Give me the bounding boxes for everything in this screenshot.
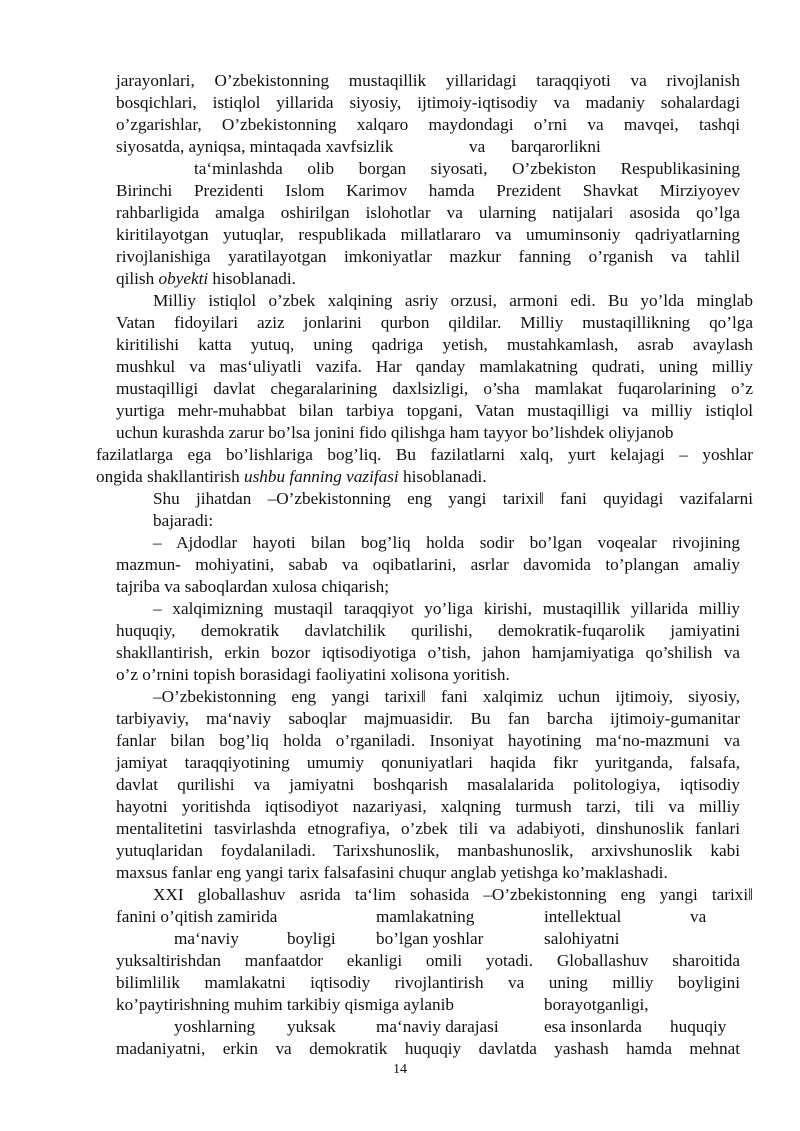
- text-line: o’z o’rnini topish borasidagi faoliyatini xolisona yoritish.: [116, 665, 510, 684]
- text-line: XXI globallashuv asrida ta‘lim sohasida –O’zbekistonning eng yangi tarixi‖: [153, 885, 753, 904]
- text-line: kiritilishi katta yutuq, uning qadriga yetish, mustahkamlash, asrab avaylash: [116, 335, 753, 354]
- text-line: rahbarligida amalga oshirilgan islohotlar va ularning natijalari asosida qo’lga: [116, 203, 740, 222]
- text-line: Milliy istiqlol o’zbek xalqining asriy orzusi, armoni edi. Bu yo’lda minglab: [153, 291, 753, 310]
- text-fragment: borayotganligi,: [544, 995, 649, 1014]
- text-line: jamiyat taraqqiyotining umumiy qonuniyatlari haqida fikr yuritganda, falsafa,: [116, 753, 740, 772]
- text-fragment: barqarorlikni: [511, 137, 601, 156]
- text-fragment: bo’lgan yoshlar: [376, 929, 484, 948]
- text-fragment: ongida shakllantirish: [96, 467, 240, 486]
- text-fragment: huquqiy: [670, 1017, 727, 1036]
- text-line: bajaradi:: [153, 511, 214, 530]
- list-item: – Ajdodlar hayoti bilan bog’liq holda sodir bo’lgan voqealar rivojining: [153, 533, 740, 552]
- text-fragment: va: [469, 137, 486, 156]
- text-fragment: fanini o’qitish zamirida: [116, 907, 278, 926]
- text-fragment: yuksak: [287, 1017, 336, 1036]
- text-line: –O’zbekistonning eng yangi tarixi‖ fani xalqimiz uchun ijtimoiy, siyosiy,: [153, 687, 740, 706]
- text-line: rivojlanishiga yaratilayotgan imkoniyatlar mazkur fanning o’rganish va tahlil: [116, 247, 740, 266]
- text-line: ta‘minlashda olib borgan siyosati, O’zbekiston Respublikasining: [194, 159, 740, 178]
- text-line: kiritilayotgan yutuqlar, respublikada millatlararo va umuminsoniy qadriyatlarning: [116, 225, 740, 244]
- text-line: mentalitetini tasvirlashda etnografiya, o’zbek tili va adabiyoti, dinshunoslik fanlari: [116, 819, 740, 838]
- text-line: tajriba va saboqlardan xulosa chiqarish;: [116, 577, 390, 596]
- list-item: – xalqimizning mustaqil taraqqiyot yo’liga kirishi, mustaqillik yillarida milliy: [153, 599, 740, 618]
- text-fragment: mamlakatning: [376, 907, 475, 926]
- text-line: mushkul va mas‘uliyatli vazifa. Har qanday mamlakatning qudrati, uning milliy: [116, 357, 753, 376]
- text-line: uchun kurashda zarur bo’lsa jonini fido qilishga ham tayyor bo’lishdek oliyjanob: [116, 423, 674, 442]
- text-line: tarbiyaviy, ma‘naviy saboqlar majmuasidir. Bu fan barcha ijtimoiy-gumanitar: [116, 709, 740, 728]
- text-fragment: va: [690, 907, 707, 926]
- text-line: fazilatlarga ega bo’lishlariga bog’liq. Bu fazilatlarni xalq, yurt kelajagi – yoshlar: [96, 445, 753, 464]
- text-fragment: qilish: [116, 269, 155, 288]
- text-fragment: ma‘naviy darajasi: [376, 1017, 499, 1036]
- text-fragment: ko’paytirishning muhim tarkibiy qismiga aylanib: [116, 995, 454, 1014]
- text-line: mustaqilligi davlat chegaralarining daxlsizligi, o’sha mamlakat fuqarolarining o’z: [116, 379, 753, 398]
- text-line: maxsus fanlar eng yangi tarix falsafasini chuqur anglab yetishga ko’maklashadi.: [116, 863, 668, 882]
- text-line: huquqiy, demokratik davlatchilik qurilishi, demokratik-fuqarolik jamiyatini: [116, 621, 740, 640]
- text-fragment: esa insonlarda: [544, 1017, 642, 1036]
- text-line: yuksaltirishdan manfaatdor ekanligi omili yotadi. Globallashuv sharoitida: [116, 951, 740, 970]
- text-line: siyosatda, ayniqsa, mintaqada xavfsizlik: [116, 137, 394, 156]
- text-line: yutuqlaridan foydalaniladi. Tarixshunoslik, manbashunoslik, arxivshunoslik kabi: [116, 841, 740, 860]
- text-line: jarayonlari, O’zbekistonning mustaqillik yillaridagi taraqqiyoti va rivojlanish: [116, 71, 740, 90]
- text-fragment: intellektual: [544, 907, 622, 926]
- text-line: bosqichlari, istiqlol yillarida siyosiy, ijtimoiy-iqtisodiy va madaniy sohalardagi: [116, 93, 740, 112]
- page-number: 14: [393, 1062, 407, 1077]
- text-line: hayotni yoritishda iqtisodiyot nazariyasi, xalqning turmush tarzi, tili va milliy: [116, 797, 740, 816]
- text-fragment: boyligi: [287, 929, 336, 948]
- text-line: bilimlilik mamlakatni iqtisodiy rivojlantirish va uning milliy boyligini: [116, 973, 740, 992]
- text-line: [116, 268, 296, 290]
- text-line: shakllantirish, erkin bozor iqtisodiyotiga o’tish, jahon hamjamiyatiga qo’shilish va: [116, 643, 740, 662]
- text-line: Shu jihatdan –O’zbekistonning eng yangi tarixi‖ fani quyidagi vazifalarni: [153, 489, 753, 508]
- text-line: fanlar bilan bog’liq holda o’rganiladi. Insoniyat hayotining ma‘no-mazmuni va: [116, 731, 740, 750]
- text-fragment: hisoblanadi.: [402, 467, 487, 486]
- text-line: mazmun- mohiyatini, sabab va oqibatlarini, asrlar davomida to’plangan amaliy: [116, 555, 740, 574]
- text-line: Birinchi Prezidenti Islom Karimov hamda Prezident Shavkat Mirziyoyev: [116, 181, 740, 200]
- text-line: [96, 466, 487, 488]
- text-fragment: yoshlarning: [174, 1017, 256, 1036]
- text-line: madaniyatni, erkin va demokratik huquqiy davlatda yashash hamda mehnat: [116, 1039, 740, 1058]
- italic-term: ushbu fanning vazifasi: [243, 467, 399, 486]
- text-line: davlat qurilishi va jamiyatni boshqarish masalalarida politologiya, iqtisodiy: [116, 775, 740, 794]
- text-fragment: hisoblanadi.: [212, 269, 296, 288]
- italic-term: obyekti: [158, 269, 209, 288]
- text-fragment: salohiyatni: [544, 929, 620, 948]
- text-line: yurtiga mehr-muhabbat bilan tarbiya topgani, Vatan mustaqilligi va milliy istiqlol: [116, 401, 753, 420]
- text-fragment: ma‘naviy: [174, 929, 239, 948]
- text-line: o’zgarishlar, O’zbekistonning xalqaro maydondagi o’rni va mavqei, tashqi: [116, 115, 740, 134]
- text-line: Vatan fidoyilari aziz jonlarini qurbon qildilar. Milliy mustaqillikning qo’lga: [116, 313, 753, 332]
